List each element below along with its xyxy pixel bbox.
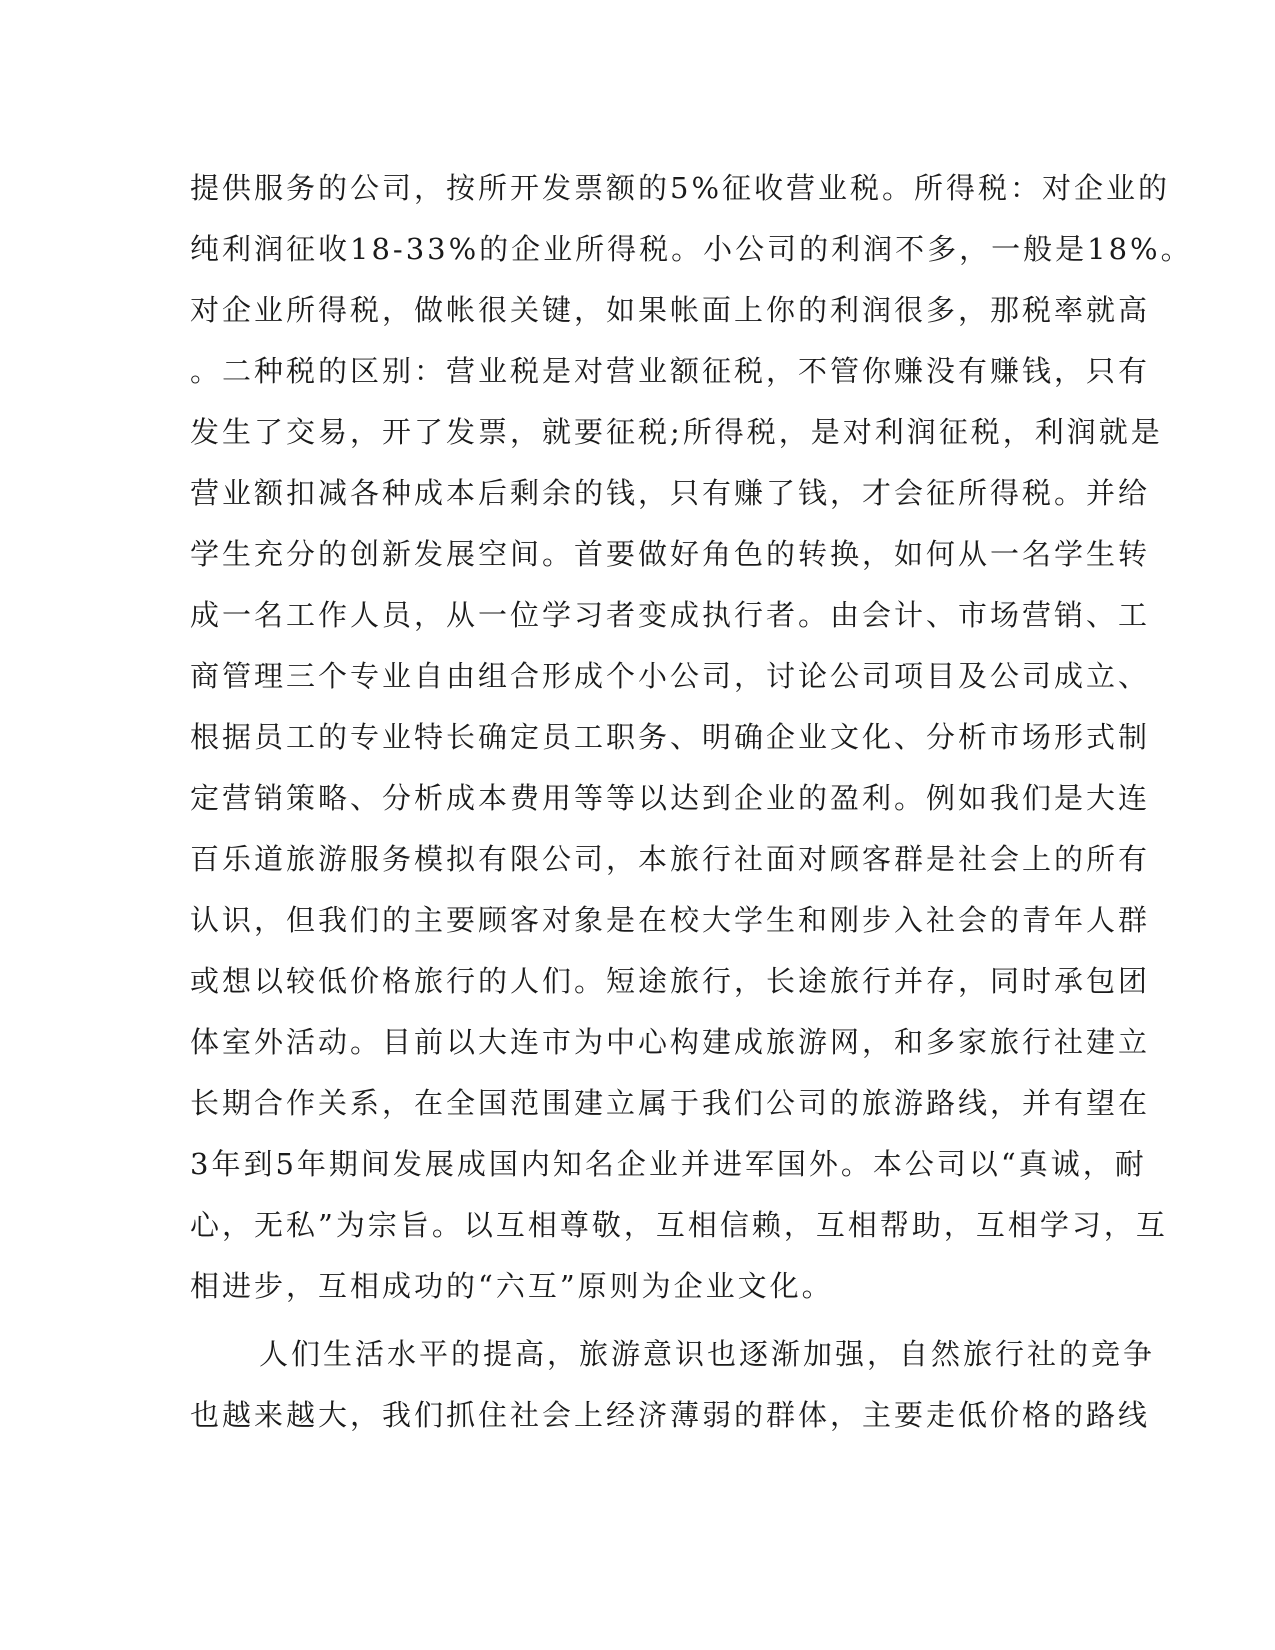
text-line: 人们生活水平的提高，旅游意识也逐渐加强，自然旅行社的竞争: [259, 1337, 1156, 1371]
text-line: 相进步，互相成功的“六互”原则为企业文化。: [190, 1269, 834, 1303]
text-line: 。二种税的区别：营业税是对营业额征税，不管你赚没有赚钱，只有: [190, 354, 1151, 388]
text-line: 发生了交易，开了发票，就要征税;所得税，是对利润征税，利润就是: [190, 415, 1163, 449]
text-line: 心，无私”为宗旨。以互相尊敬，互相信赖，互相帮助，互相学习，互: [190, 1208, 1168, 1242]
text-line: 长期合作关系，在全国范围建立属于我们公司的旅游路线，并有望在: [190, 1086, 1151, 1120]
text-line: 成一名工作人员，从一位学习者变成执行者。由会计、市场营销、工: [190, 598, 1151, 632]
text-line: 定营销策略、分析成本费用等等以达到企业的盈利。例如我们是大连: [190, 781, 1151, 815]
text-line: 学生充分的创新发展空间。首要做好角色的转换，如何从一名学生转: [190, 537, 1151, 571]
text-line: 纯利润征收18-33%的企业所得税。小公司的利润不多，一般是18%。: [190, 232, 1193, 266]
text-line: 营业额扣减各种成本后剩余的钱，只有赚了钱，才会征所得税。并给: [190, 476, 1151, 510]
text-line: 对企业所得税，做帐很关键，如果帐面上你的利润很多，那税率就高: [190, 293, 1151, 327]
text-line: 提供服务的公司，按所开发票额的5%征收营业税。所得税：对企业的: [190, 171, 1171, 205]
text-line: 认识，但我们的主要顾客对象是在校大学生和刚步入社会的青年人群: [190, 903, 1151, 937]
paragraph-2: [190, 1324, 1156, 1446]
text-line: 商管理三个专业自由组合形成个小公司，讨论公司项目及公司成立、: [190, 659, 1151, 693]
text-line: 体室外活动。目前以大连市为中心构建成旅游网，和多家旅行社建立: [190, 1025, 1151, 1059]
text-line: 百乐道旅游服务模拟有限公司，本旅行社面对顾客群是社会上的所有: [190, 842, 1151, 876]
text-line: 3年到5年期间发展成国内知名企业并进军国外。本公司以“真诚，耐: [190, 1147, 1147, 1181]
paragraph-1: [190, 158, 1193, 1317]
text-line: 根据员工的专业特长确定员工职务、明确企业文化、分析市场形式制: [190, 720, 1151, 754]
text-line: 也越来越大，我们抓住社会上经济薄弱的群体，主要走低价格的路线: [190, 1398, 1151, 1432]
text-line: 或想以较低价格旅行的人们。短途旅行，长途旅行并存，同时承包团: [190, 964, 1151, 998]
